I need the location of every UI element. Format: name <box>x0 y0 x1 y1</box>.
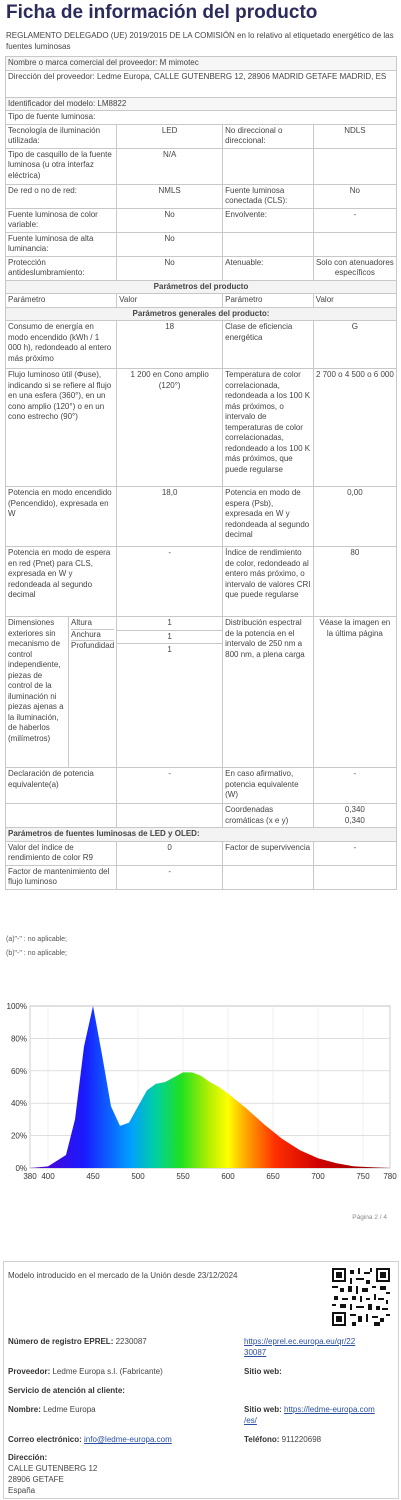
led-section-row <box>6 828 397 842</box>
y-tick-label: 40% <box>10 1099 27 1109</box>
col-param-header: Parámetro <box>223 294 314 308</box>
eprel-number-label: Número de registro EPREL: <box>8 1337 114 1346</box>
x-tick-label: 600 <box>221 1172 235 1180</box>
chromaticity-row <box>6 804 397 828</box>
params-section-row <box>6 280 397 294</box>
r9-label: Valor del índice de rendimiento de color R9 <box>6 841 117 865</box>
params-section-title: Parámetros del producto <box>6 280 397 294</box>
efficiency-class-value: G <box>313 321 396 369</box>
technology-value: LED <box>117 124 223 148</box>
model-row <box>6 97 397 111</box>
source-row <box>6 208 397 232</box>
x-tick-label: 650 <box>266 1172 280 1180</box>
phone-value: 911220698 <box>281 1435 322 1444</box>
param-row <box>6 547 397 617</box>
page-number: Página 2 / 4 <box>352 1214 387 1221</box>
survival-value: - <box>313 841 396 865</box>
dimension-names <box>69 617 116 767</box>
width-label: Anchura <box>71 630 114 642</box>
eprel-link[interactable] <box>244 1336 355 1358</box>
cap-type-label: Tipo de casquillo de la fuente luminosa (u otra interfaz eléctrica) <box>6 148 117 184</box>
address-label: Dirección del proveedor: <box>8 71 95 81</box>
col-value-header: Valor <box>313 294 396 308</box>
source-row <box>6 148 397 184</box>
customer-service-label: Servicio de atención al cliente: <box>8 1386 125 1395</box>
x-tick-label: 700 <box>311 1172 325 1180</box>
source-row <box>6 256 397 280</box>
y-tick-label: 60% <box>10 1066 27 1076</box>
params-header-row <box>6 294 397 308</box>
maintenance-row <box>6 865 397 889</box>
general-section-row <box>6 307 397 321</box>
product-info-table <box>5 56 397 890</box>
eprel-intro: Modelo introducido en el mercado de la Unión desde 23/12/2024 <box>8 1271 238 1280</box>
website-label: Sitio web: <box>244 1405 282 1414</box>
energy-consumption-value: 18 <box>117 321 223 369</box>
standby-power-label: Potencia en modo de espera (Psb), expresada en W y redondeada al segundo decimal <box>223 487 314 547</box>
network-standby-value: - <box>117 547 223 617</box>
r9-value: 0 <box>117 841 223 865</box>
website-link-tail[interactable]: /es/ <box>244 1416 257 1425</box>
empty-cell <box>313 232 396 256</box>
colour-tunable-label: Fuente luminosa de color variable: <box>6 208 117 232</box>
source-row <box>6 124 397 148</box>
empty-cell <box>117 804 223 828</box>
chromaticity-label: Coordenadas cromáticas (x e y) <box>223 804 314 828</box>
provider-website-label: Sitio web: <box>244 1367 282 1376</box>
equivalent-label: Declaración de potencia equivalente(a) <box>6 768 117 804</box>
address-value: Ledme Europa, CALLE GUTENBERG 12, 28906 MADRID GETAFE MADRID, ES <box>96 71 387 81</box>
spectral-distribution-chart <box>0 970 401 1180</box>
spd-label: Distribución espectral de la potencia en el intervalo de 250 nm a 800 nm, a plena carga <box>223 617 314 768</box>
page-title: Ficha de información del producto <box>6 2 318 23</box>
depth-label: Profundidad <box>71 641 115 650</box>
envelope-value: - <box>313 208 396 232</box>
cls-value: No <box>313 184 396 208</box>
dimmable-value: Solo con atenuadores específicos <box>313 256 396 280</box>
y-tick-label: 20% <box>10 1131 27 1141</box>
equivalent-value: - <box>117 768 223 804</box>
website-link[interactable]: https://ledme-europa.com <box>284 1405 375 1414</box>
high-luminance-label: Fuente luminosa de alta luminancia: <box>6 232 117 256</box>
efficiency-class-label: Clase de eficiencia energética <box>223 321 314 369</box>
height-value: 1 <box>117 617 222 631</box>
footnote-a: (a)"-" : no aplicable; <box>6 936 67 943</box>
model-label: Identificador del modelo: <box>8 98 96 108</box>
spd-value: Véase la imagen en la última página <box>313 617 396 768</box>
chromaticity-y: 0,340 <box>344 815 365 825</box>
address-label: Dirección: <box>8 1453 48 1462</box>
qr-code-icon[interactable] <box>332 1268 390 1326</box>
depth-value: 1 <box>167 645 172 654</box>
empty-cell <box>223 865 314 889</box>
x-tick-label: 450 <box>86 1172 100 1180</box>
empty-cell <box>223 148 314 184</box>
model-value: LM8822 <box>97 98 127 108</box>
x-tick-label: 750 <box>356 1172 370 1180</box>
phone-label: Teléfono: <box>244 1435 280 1444</box>
directional-value: NDLS <box>313 124 396 148</box>
regulation-subtitle: REGLAMENTO DELEGADO (UE) 2019/2015 DE LA COMISIÓN en lo relativo al etiquetado energético de las fuentes luminosas <box>6 31 394 51</box>
eprel-box <box>3 1261 399 1499</box>
y-tick-label: 100% <box>6 1002 27 1011</box>
empty-cell <box>313 148 396 184</box>
address-line2: 28906 GETAFE <box>8 1475 64 1484</box>
mains-label: De red o no de red: <box>6 184 117 208</box>
email-label: Correo electrónico: <box>8 1435 82 1444</box>
provider-label: Proveedor: <box>8 1367 51 1376</box>
param-row <box>6 487 397 547</box>
col-param-header: Parámetro <box>6 294 117 308</box>
address-row <box>6 70 397 97</box>
maintenance-value: - <box>117 865 223 889</box>
source-row <box>6 232 397 256</box>
on-mode-power-value: 18,0 <box>117 487 223 547</box>
name-value: Ledme Europa <box>43 1405 96 1414</box>
address-line3: España <box>8 1486 36 1495</box>
eprel-url-line2[interactable]: 30087 <box>244 1348 267 1357</box>
equivalent-row <box>6 768 397 804</box>
height-label: Altura <box>71 618 114 630</box>
directional-label: No direccional o direccional: <box>223 124 314 148</box>
brand-row <box>6 57 397 71</box>
anti-glare-label: Protección antideslumbramiento: <box>6 256 117 280</box>
x-axis-ticks <box>23 1172 397 1180</box>
cri-label: Índice de rendimiento de color, redondeado al entero más próximo, o intervalo de valores CRI que puede regularse <box>223 547 314 617</box>
high-luminance-value: No <box>117 232 223 256</box>
led-section-title: Parámetros de fuentes luminosas de LED y OLED: <box>6 828 397 842</box>
x-tick-label: 380 <box>23 1172 37 1180</box>
provider-value: Ledme Europa s.l. (Fabricante) <box>52 1367 163 1376</box>
x-tick-label: 500 <box>131 1172 145 1180</box>
mains-value: NMLS <box>117 184 223 208</box>
dimensions-label: Dimensiones exteriores sin mecanismo de control independiente, piezas de control de la iluminación ni piezas ajenas a la iluminación, de haberlos (milímetros) <box>6 617 69 767</box>
empty-cell <box>6 804 117 828</box>
brand-label: Nombre o marca comercial del proveedor: <box>8 58 158 67</box>
source-type-label: Tipo de fuente luminosa: <box>6 111 397 125</box>
email-link[interactable]: info@ledme-europa.com <box>84 1435 172 1444</box>
cap-type-value: N/A <box>117 148 223 184</box>
standby-power-value: 0,00 <box>313 487 396 547</box>
param-row <box>6 369 397 487</box>
source-row <box>6 184 397 208</box>
luminous-flux-value: 1 200 en Cono amplio (120°) <box>117 369 223 487</box>
chromaticity-x: 0,340 <box>344 805 365 814</box>
equivalent-power-value: - <box>313 768 396 804</box>
eprel-url-line1[interactable]: https://eprel.ec.europa.eu/qr/22 <box>244 1337 356 1346</box>
general-section-title: Parámetros generales del producto: <box>6 307 397 321</box>
anti-glare-value: No <box>117 256 223 280</box>
empty-cell <box>223 232 314 256</box>
maintenance-label: Factor de mantenimiento del flujo luminoso <box>6 865 117 889</box>
y-tick-label: 0% <box>15 1164 27 1173</box>
width-value: 1 <box>117 631 222 645</box>
luminous-flux-label: Flujo luminoso útil (Φuse), indicando si se refiere al flujo en una esfera (360°), en un cono amplio (120°) o en un cono estrecho (90°) <box>6 369 117 487</box>
survival-label: Factor de supervivencia <box>223 841 314 865</box>
y-axis-ticks <box>7 1002 27 1173</box>
cct-label: Temperatura de color correlacionada, redondeada a los 100 K más próximos, o intervalo de temperaturas de color correlacionadas, redondeado a los 100 K más próximos, que puede regularse <box>223 369 314 487</box>
x-tick-label: 550 <box>176 1172 190 1180</box>
footnote-b: (b)"-" : no aplicable; <box>6 950 67 957</box>
x-tick-label: 780 <box>383 1172 397 1180</box>
equivalent-power-label: En caso afirmativo, potencia equivalente (W) <box>223 768 314 804</box>
address-line1: CALLE GUTENBERG 12 <box>8 1464 98 1473</box>
x-tick-label: 400 <box>41 1172 55 1180</box>
dimmable-label: Atenuable: <box>223 256 314 280</box>
energy-consumption-label: Consumo de energía en modo encendido (kWh / 1 000 h), redondeado al entero más próximo <box>6 321 117 369</box>
cct-value: 2 700 o 4 500 o 6 000 <box>313 369 396 487</box>
y-tick-label: 80% <box>10 1034 27 1044</box>
source-type-row <box>6 111 397 125</box>
colour-tunable-value: No <box>117 208 223 232</box>
network-standby-label: Potencia en modo de espera en red (Pnet) para CLS, expresada en W y redondeada al segundo decimal <box>6 547 117 617</box>
brand-value: M mimotec <box>159 58 199 67</box>
name-label: Nombre: <box>8 1405 41 1414</box>
envelope-label: Envolvente: <box>223 208 314 232</box>
param-row <box>6 321 397 369</box>
eprel-number-value: 2230087 <box>115 1337 147 1346</box>
on-mode-power-label: Potencia en modo encendido (Pencendido), expresada en W <box>6 487 117 547</box>
technology-label: Tecnología de iluminación utilizada: <box>6 124 117 148</box>
empty-cell <box>313 865 396 889</box>
r9-row <box>6 841 397 865</box>
cls-label: Fuente luminosa conectada (CLS): <box>223 184 314 208</box>
cri-value: 80 <box>313 547 396 617</box>
dimensions-row <box>6 617 397 768</box>
col-value-header: Valor <box>117 294 223 308</box>
